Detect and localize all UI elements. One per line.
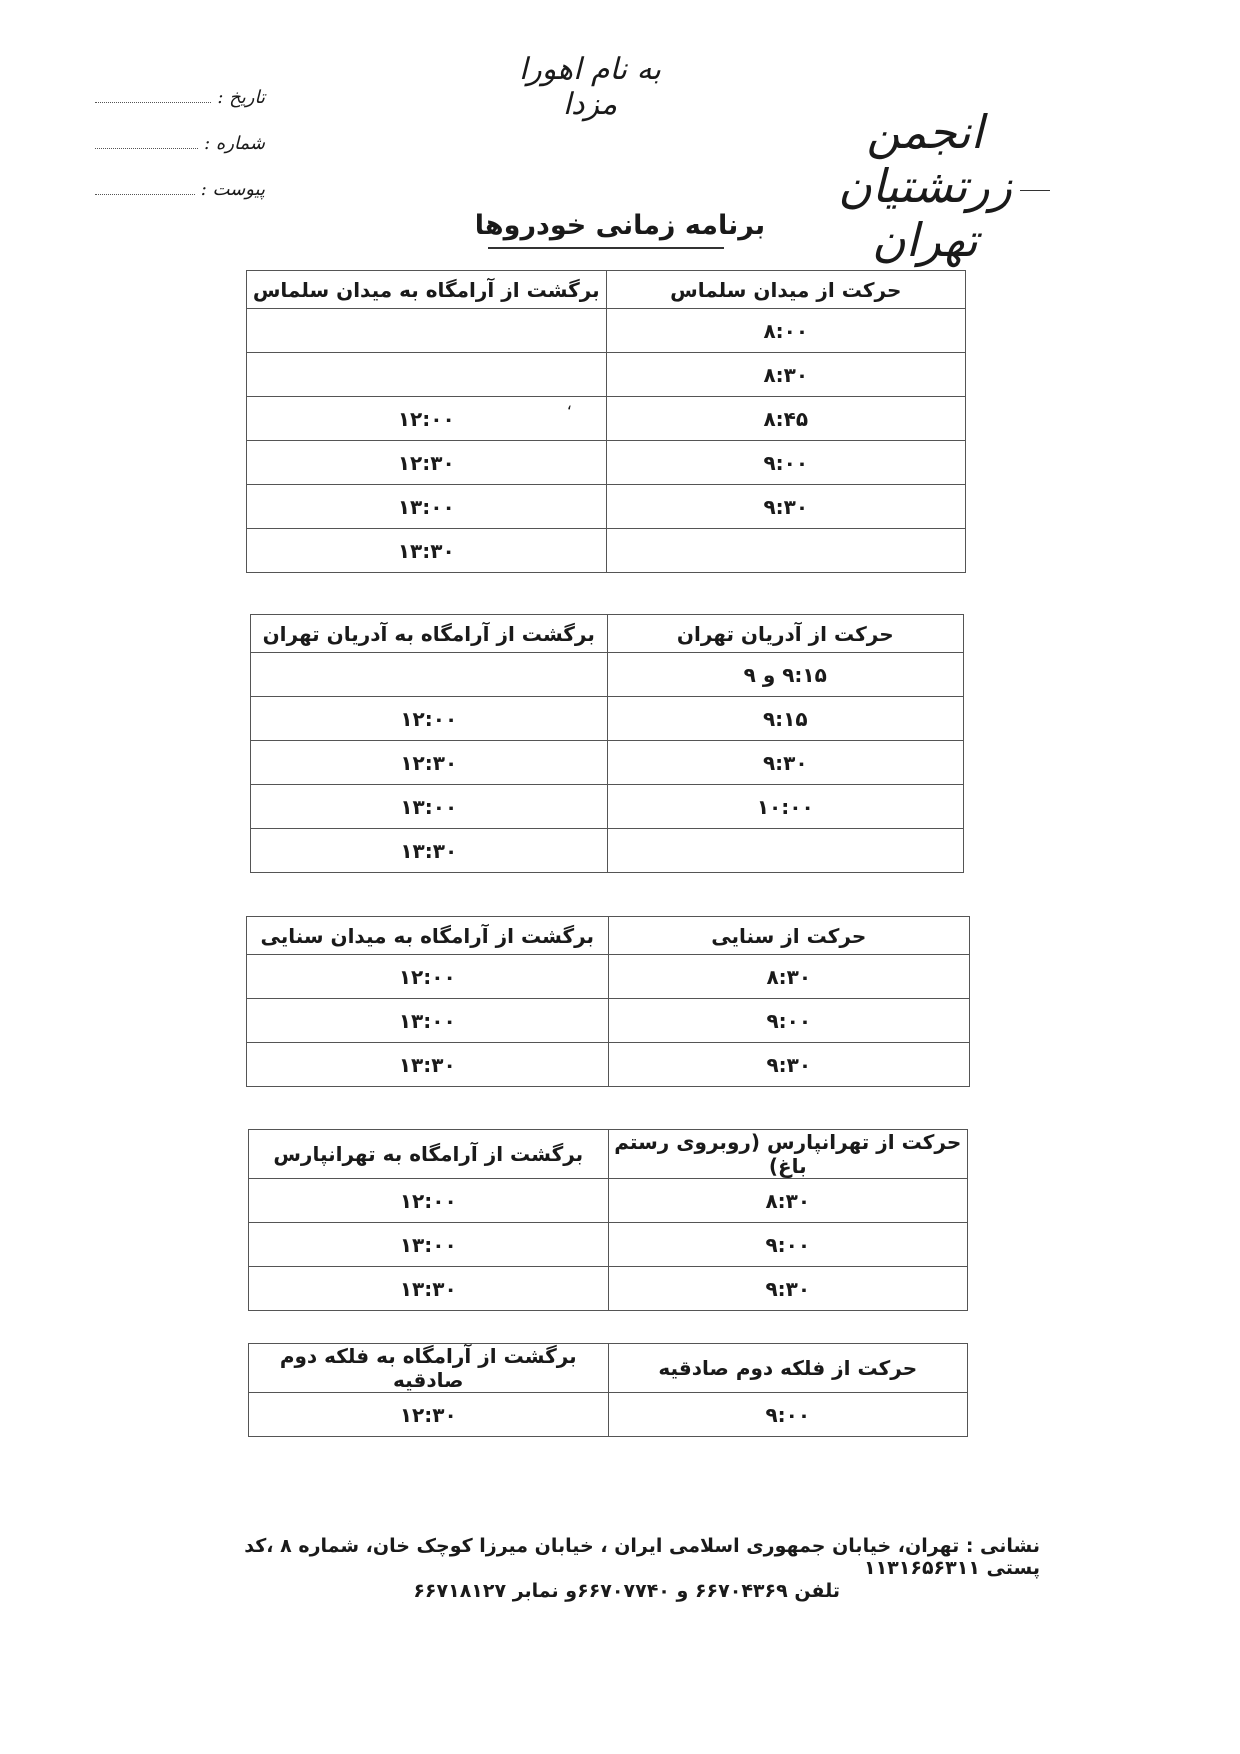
return-header: برگشت از آرامگاه به میدان سلماس (247, 271, 607, 309)
return-time: ۱۳:۰۰ (251, 785, 608, 829)
depart-time: ۸:۰۰ (606, 309, 966, 353)
depart-time (607, 829, 964, 873)
table-row (251, 653, 964, 697)
number-field (95, 108, 265, 154)
return-header: برگشت از آرامگاه به فلکه دوم صادقیه (249, 1344, 609, 1393)
table-header-row (251, 615, 964, 653)
depart-time: ۸:۳۰ (606, 353, 966, 397)
depart-time (606, 529, 966, 573)
table-row (247, 441, 966, 485)
organization-name: انجمن زرتشتیان تهران (838, 105, 1012, 267)
depart-header: حرکت از تهرانپارس (روبروی رستم باغ) (608, 1130, 968, 1179)
return-header: برگشت از آرامگاه به تهرانپارس (249, 1130, 609, 1179)
table-row (247, 1043, 970, 1087)
table-row (251, 785, 964, 829)
depart-time: ۸:۳۰ (608, 955, 970, 999)
schedule-table-sanaei (246, 916, 970, 1087)
return-time: ۱۲:۰۰ (247, 955, 609, 999)
return-time (251, 653, 608, 697)
depart-time: ۹:۰۰ (608, 1223, 968, 1267)
return-time: ۱۲:۰۰ (247, 397, 607, 441)
depart-time: ۹:۱۵ و ۹ (607, 653, 964, 697)
date-dotted-line (95, 102, 211, 103)
title-underline (488, 247, 724, 249)
table-row (249, 1179, 968, 1223)
table-header-row (249, 1130, 968, 1179)
return-time: ۱۲:۰۰ (249, 1179, 609, 1223)
attachment-dotted-line (95, 194, 195, 195)
schedule-table-tehranpars (248, 1129, 968, 1311)
table-row (247, 353, 966, 397)
return-time: ۱۲:۳۰ (249, 1393, 609, 1437)
schedule-table-adrian (250, 614, 964, 873)
return-time: ۱۳:۳۰ (251, 829, 608, 873)
depart-time: ۹:۰۰ (608, 1393, 968, 1437)
attachment-field (95, 154, 265, 200)
return-time: ۱۲:۳۰ (247, 441, 607, 485)
depart-time: ۱۰:۰۰ (607, 785, 964, 829)
depart-time: ۹:۳۰ (608, 1043, 970, 1087)
table-row (247, 999, 970, 1043)
page-title: برنامه زمانی خودروها (474, 210, 766, 241)
return-time: ۱۳:۰۰ (249, 1223, 609, 1267)
table-row (251, 741, 964, 785)
letterhead-fields (95, 62, 265, 200)
table-row (247, 529, 966, 573)
return-time: ۱۳:۳۰ (247, 1043, 609, 1087)
depart-time: ۹:۱۵ (607, 697, 964, 741)
date-field (95, 62, 265, 108)
return-header: برگشت از آرامگاه به میدان سنایی (247, 917, 609, 955)
depart-header: حرکت از فلکه دوم صادقیه (608, 1344, 968, 1393)
depart-header: حرکت از آدریان تهران (607, 615, 964, 653)
number-dotted-line (95, 148, 198, 149)
return-time: ۱۳:۰۰ (247, 999, 609, 1043)
footer-phone: تلفن ۶۶۷۰۴۳۶۹ و ۶۶۷۰۷۷۴۰و نمابر ۶۶۷۱۸۱۲۷ (413, 1580, 840, 1602)
return-time (247, 309, 607, 353)
table-row (247, 309, 966, 353)
depart-header: حرکت از میدان سلماس (606, 271, 966, 309)
divider (1020, 190, 1050, 191)
schedule-table-sadeghieh (248, 1343, 968, 1437)
table-row (249, 1393, 968, 1437)
table-row (249, 1223, 968, 1267)
return-time: ۱۳:۳۰ (249, 1267, 609, 1311)
depart-time: ۹:۳۰ (608, 1267, 968, 1311)
depart-time: ۹:۳۰ (606, 485, 966, 529)
depart-time: ۹:۰۰ (606, 441, 966, 485)
number-label: شماره : (204, 133, 265, 154)
depart-time: ۹:۳۰ (607, 741, 964, 785)
return-header: برگشت از آرامگاه به آدریان تهران (251, 615, 608, 653)
table-row (247, 397, 966, 441)
table-row (247, 955, 970, 999)
return-time: ۱۲:۳۰ (251, 741, 608, 785)
return-time: ۱۳:۰۰ (247, 485, 607, 529)
table-header-row (249, 1344, 968, 1393)
depart-time: ۸:۳۰ (608, 1179, 968, 1223)
table-row (251, 829, 964, 873)
depart-header: حرکت از سنایی (608, 917, 970, 955)
table-header-row (247, 917, 970, 955)
return-time: ۱۳:۳۰ (247, 529, 607, 573)
table-row (251, 697, 964, 741)
depart-time: ۹:۰۰ (608, 999, 970, 1043)
bismillah-heading: به نام اهورا مزدا (518, 52, 662, 122)
footer-address: نشانی : تهران، خیابان جمهوری اسلامی ایران ، خیابان میرزا کوچک خان، شماره ۸ ،کد پستی ۱۱۳۱۶۵۶۳۱۱ (244, 1535, 1040, 1579)
table-row (247, 485, 966, 529)
return-time: ۱۲:۰۰ (251, 697, 608, 741)
attachment-label: پیوست : (200, 179, 265, 200)
table-header-row (247, 271, 966, 309)
date-label: تاریخ : (217, 87, 265, 108)
depart-time: ۸:۴۵ (606, 397, 966, 441)
schedule-table-salmas (246, 270, 966, 573)
stray-mark: ‘ (567, 402, 573, 421)
table-row (249, 1267, 968, 1311)
return-time (247, 353, 607, 397)
